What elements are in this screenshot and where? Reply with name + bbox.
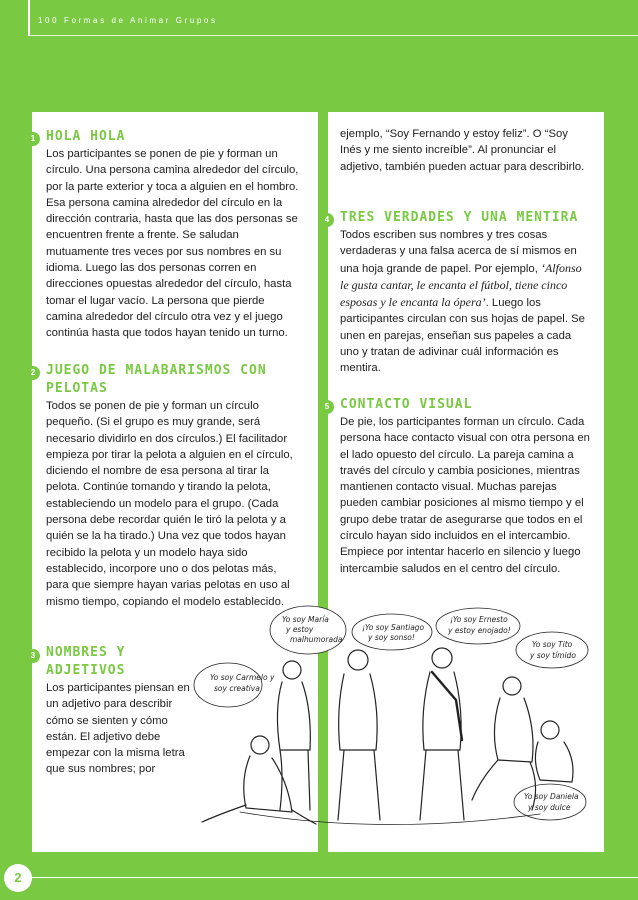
section-number-badge: 2 [26,366,40,380]
header-horizontal-rule [28,35,638,36]
section-number-badge: 4 [320,213,334,227]
bubble-text: Yo soy Carmelo y [210,673,275,682]
page-number: 2 [4,864,32,892]
bubble-text: ¡Yo soy Ernesto [450,615,508,624]
speech-bubble [352,614,432,650]
bubble-text: Yo soy María [282,615,329,624]
section-number-badge: 1 [26,132,40,146]
person-seated-daniela [535,721,573,782]
section-juego-malabarismos [46,362,300,610]
person-standing-ernesto [420,648,464,820]
section-nombres-adjetivos [46,644,192,778]
section-body: De pie, los participantes forman un círculo. Cada persona hace contacto visual con otra persona en el lado opuesto del círculo. La pareja camina a través del círculo y cambia posiciones, mientras mantienen contacto visual. Muchas parejas pueden cambiar posiciones al mismo tiempo y el grupo debe tratar de asegurarse que todos en el círculo hayan sido incluidos en el intercambio. Empiece por intentar hacerlo en silencio y luego intercambie saludos en el centro del círculo. [340,416,590,575]
section-tres-verdades [340,209,592,377]
group-illustration [180,600,600,830]
section-body: Todos se ponen de pie y forman un círculo pequeño. (Si el grupo es muy grande, será necesario dividirlo en dos círculos.) El facilitador empieza por tirar la pelota a alguien en el círculo, diciendo el nombre de esa persona al tirar la pelota. Continúe tomando y tirando la pelota, estableciendo un modelo para el grupo. (Cada persona debe recordar quién le tiró la pelota y a quién se la ha tirado.) Una vez que todos hayan recibido la pelota y un modelo haya sido establecido, incorpore uno o dos pelotas más, para que siempre hayan varias pelotas en uso al mismo tiempo, copiando el modelo establecido. [46,400,293,608]
bubble-text: soy creativa [214,684,260,693]
section-body: Los participantes se ponen de pie y forman un círculo. Una persona camina alrededor del círculo, por la parte exterior y toca a alguien en el hombro. Esa persona camina alrededor del círculo en la dirección contraria, hasta que las dos personas se encuentren frente a frente. Se saludan mutuamente tres veces por sus nombres en su idioma. Luego las dos personas corren en direcciones opuestas alrededor del círculo, hasta tomar el lugar vacío. La persona que pierde camina alrededor del círculo otra vez y el juego continúa hasta que todos hayan tenido un turno. [46,148,299,340]
person-seated-left [202,736,316,824]
footer-rule [32,877,638,878]
body-text: Todos escriben sus nombres y tres cosas verdaderas y una falsa acerca de sí mismos en una hoja grande de papel. Por ejemplo, [340,229,577,275]
section-title: NOMBRES Y ADJETIVOS [46,645,126,678]
person-standing-santiago [338,650,380,820]
speech-bubble [514,784,586,820]
section-hola-hola [46,128,300,342]
section-number-badge: 5 [320,400,334,414]
body-text: . Luego los participantes circulan con sus hojas de papel. Se unen en parejas, enseñan sus papeles a cada uno y tratan de adivinar cuál información es mentira. [340,297,585,375]
bubble-text: Yo soy Daniela [524,792,579,801]
bubble-text: ¡Yo soy Santiago [362,623,425,632]
section-body [340,227,592,377]
bubble-text: y soy tímido [530,651,576,660]
running-header: 100 Formas de Animar Grupos [38,16,218,25]
bubble-text: y soy sonso! [368,633,415,642]
bubble-text: y estoy enojado! [448,626,511,635]
example-quote: ‘Alfonso le gusta cantar, le encanta el fútbol, tiene cinco esposas y le encanta la ópera’ [340,260,582,310]
bubble-text: Yo soy Tito [532,640,573,649]
section-title: HOLA HOLA [46,129,126,144]
bubble-text: malhumorada [290,635,343,644]
speech-bubble [516,632,588,668]
section-body: Los participantes piensan en un adjetivo para describir cómo se sienten y cómo están. El adjetivo debe empezar con la misma letra que sus nombres; por [46,682,190,776]
section-title: CONTACTO VISUAL [340,397,473,412]
section-number-badge: 3 [26,649,40,663]
section-nombres-adjetivos-continued [340,126,592,175]
paper-sheet [240,812,540,825]
bubble-text: y soy dulce [528,803,571,812]
bubble-text: y estoy [286,625,314,634]
section-body-continued: ejemplo, “Soy Fernando y estoy feliz”. O “Soy Inés y me siento increíble”. Al pronunciar el adjetivo, también pueden actuar para describirlo. [340,128,585,173]
section-title: JUEGO DE MALABARISMOS CON PELOTAS [46,363,267,396]
section-title: TRES VERDADES Y UNA MENTIRA [340,210,579,225]
header-bar [0,0,638,38]
person-standing-maria [277,661,310,810]
section-contacto-visual [340,396,592,577]
header-vertical-rule [28,0,30,36]
